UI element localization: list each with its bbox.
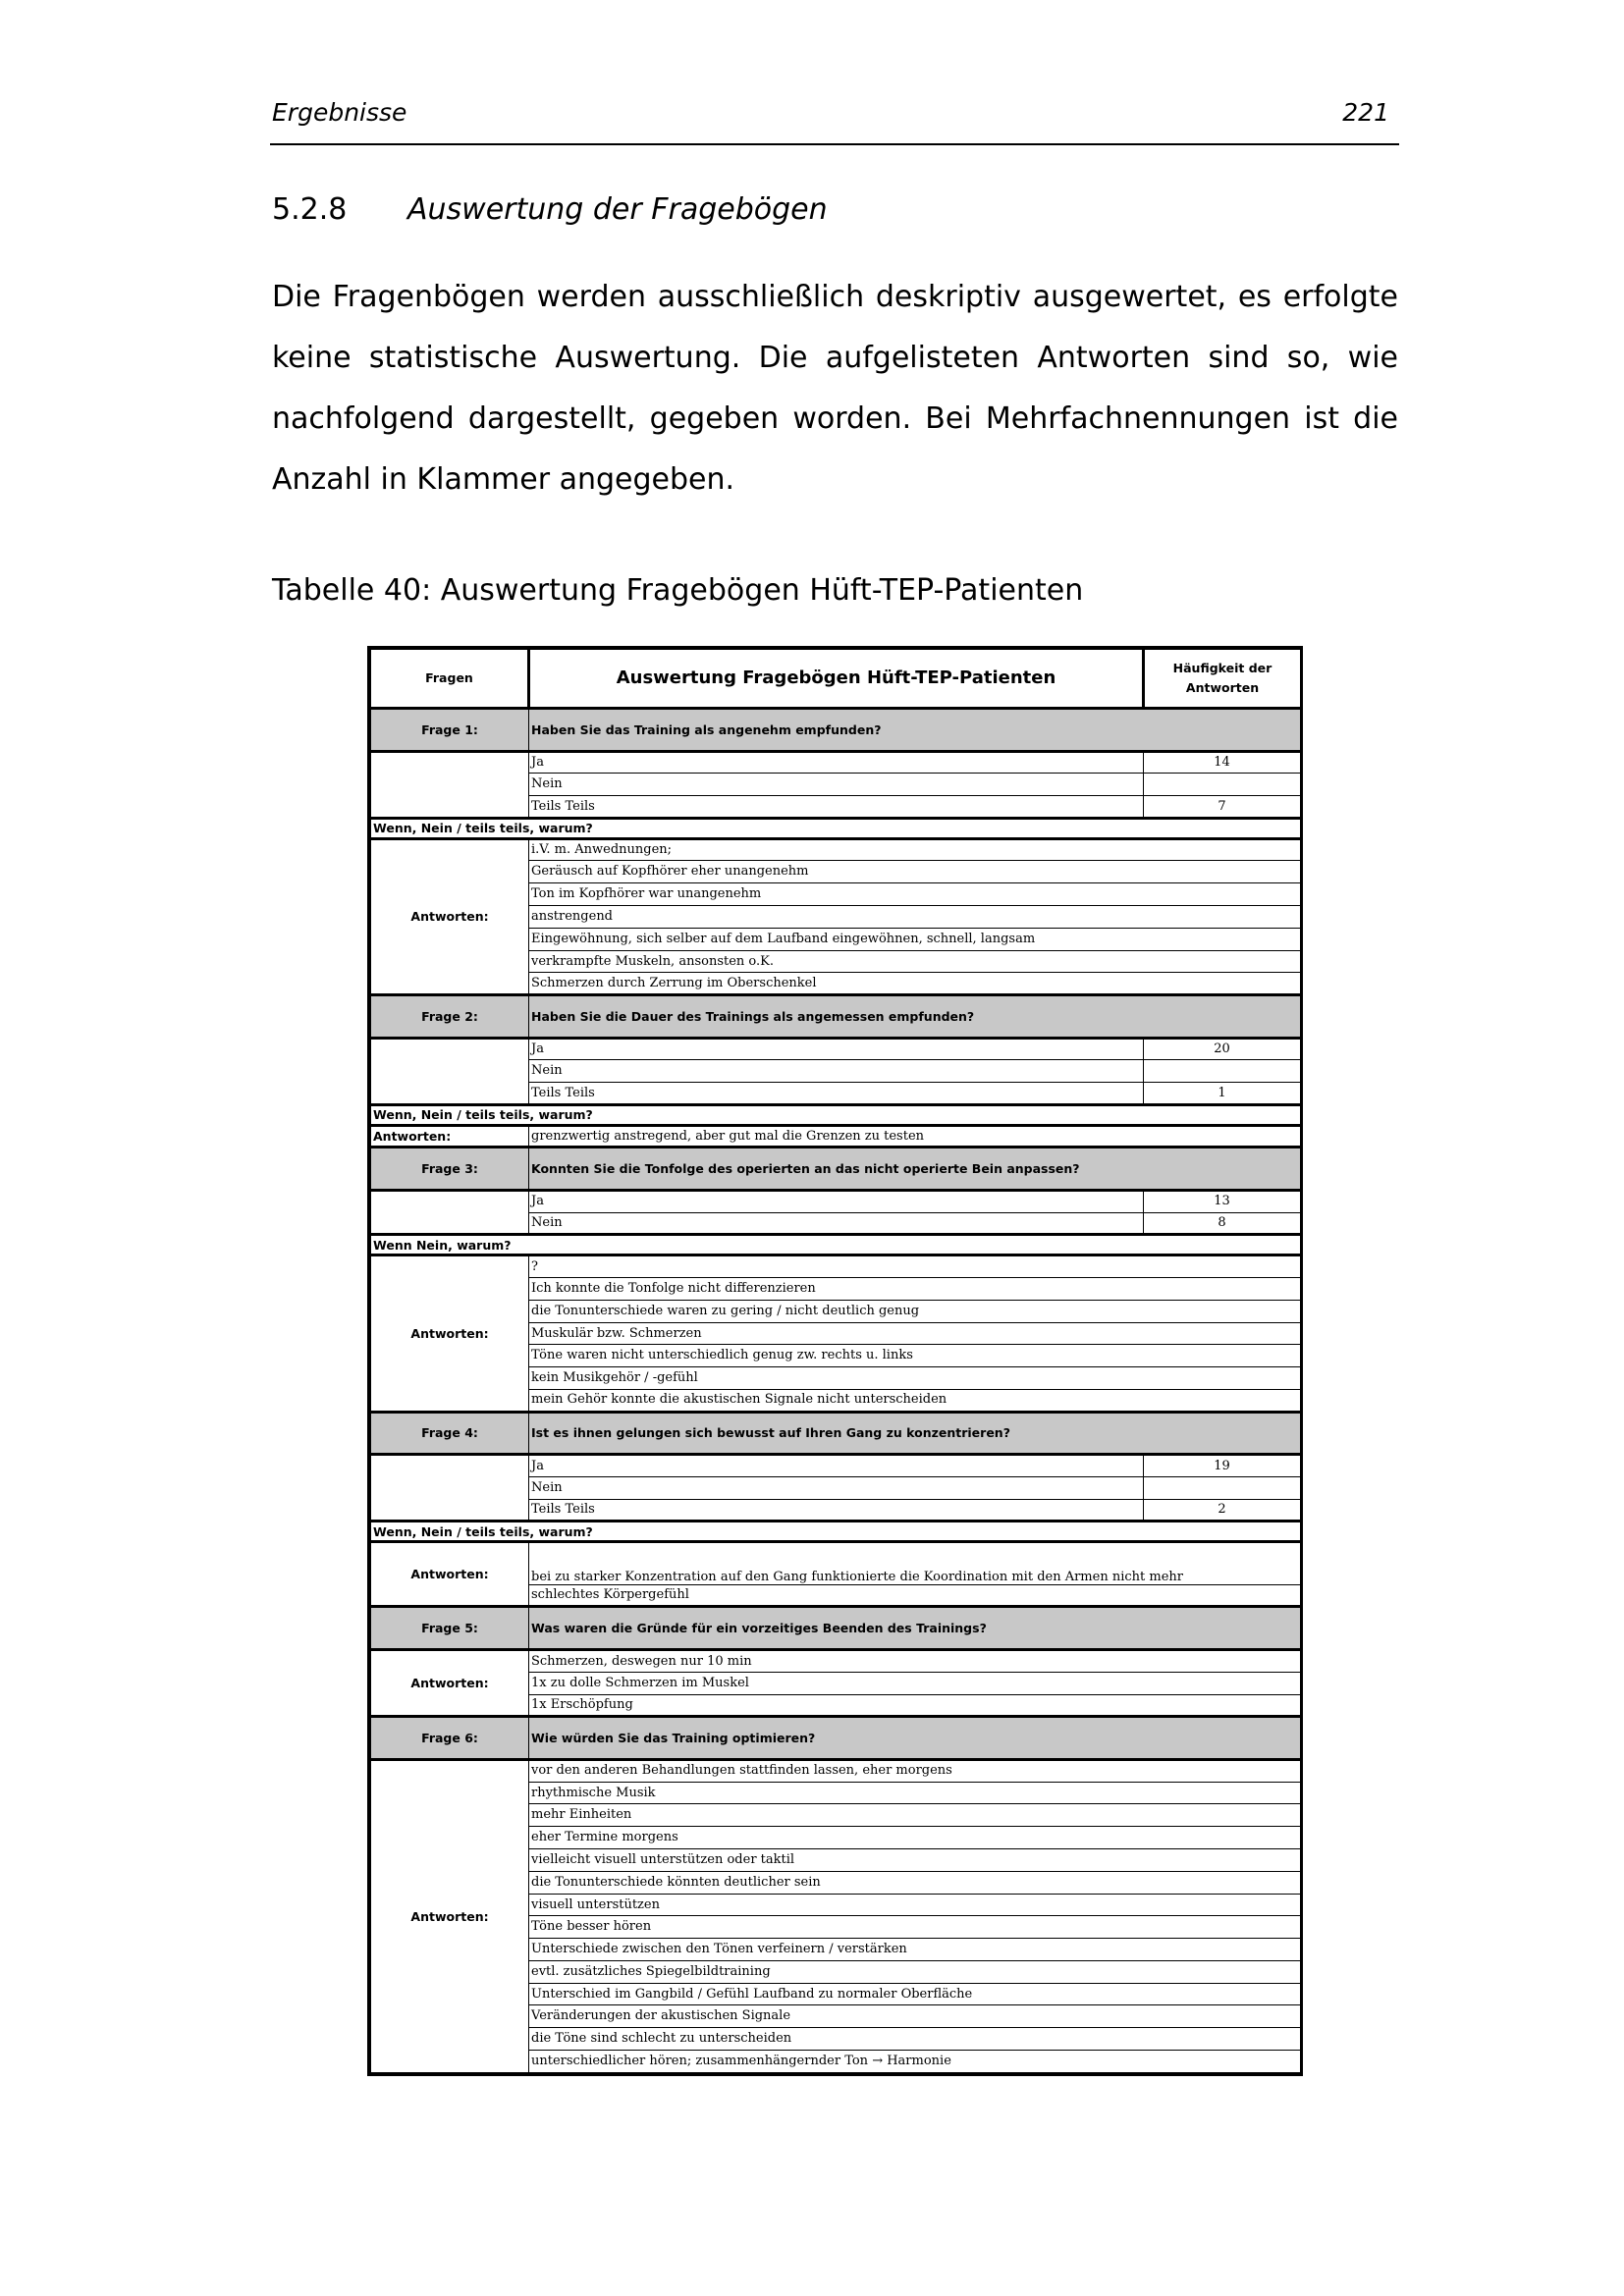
question-row <box>371 1717 1301 1760</box>
answer-text: bei zu starker Konzentration auf den Gang funktionierte die Koordination mit den Armen nicht mehr <box>529 1542 1301 1585</box>
empty-cell <box>371 1038 529 1104</box>
section-title: Auswertung der Fragebögen <box>407 192 828 227</box>
answer-text: Schmerzen durch Zerrung im Oberschenkel <box>529 973 1301 995</box>
question-row <box>371 1148 1301 1191</box>
question-row <box>371 709 1301 752</box>
question-text: Wie würden Sie das Training optimieren? <box>529 1717 1301 1760</box>
section-heading <box>272 192 828 227</box>
option-row <box>371 1455 1301 1477</box>
answer-text: vielleicht visuell unterstützen oder taktil <box>529 1848 1301 1871</box>
questionnaire-grid <box>370 649 1301 2073</box>
followup-row <box>371 1235 1301 1255</box>
answers-label: Antworten: <box>371 1255 529 1412</box>
answer-text: anstrengend <box>529 905 1301 928</box>
answer-text: 1x Erschöpfung <box>529 1694 1301 1717</box>
answer-row <box>371 1542 1301 1585</box>
answer-text: eher Termine morgens <box>529 1827 1301 1849</box>
answer-text: i.V. m. Anwednungen; <box>529 838 1301 861</box>
option-count <box>1144 1060 1301 1083</box>
question-row <box>371 995 1301 1039</box>
option-label: Teils Teils <box>529 1499 1144 1522</box>
table-caption: Tabelle 40: Auswertung Fragebögen Hüft-TEP-Patienten <box>272 573 1084 608</box>
answer-row <box>371 838 1301 861</box>
answer-text: Unterschied im Gangbild / Gefühl Laufband zu normaler Oberfläche <box>529 1983 1301 2005</box>
option-label: Ja <box>529 1038 1144 1060</box>
question-row <box>371 1412 1301 1455</box>
answer-text: 1x zu dolle Schmerzen im Muskel <box>529 1672 1301 1694</box>
question-label: Frage 2: <box>371 995 529 1039</box>
chapter-title: Ergebnisse <box>272 98 407 127</box>
option-label: Ja <box>529 1455 1144 1477</box>
answer-text: kein Musikgehör / -gefühl <box>529 1367 1301 1390</box>
answers-label: Antworten: <box>371 838 529 994</box>
answer-text: visuell unterstützen <box>529 1894 1301 1916</box>
option-count: 13 <box>1144 1190 1301 1212</box>
table-header-row <box>371 650 1301 709</box>
followup-question: Wenn Nein, warum? <box>371 1235 1301 1255</box>
option-count: 20 <box>1144 1038 1301 1060</box>
option-count <box>1144 1476 1301 1499</box>
body-paragraph: Die Fragenbögen werden ausschließlich deskriptiv ausgewertet, es erfolgte keine statistische Auswertung. Die aufgelisteten Antworten sind so, wie nachfolgend dargestellt, gegeben worden. Bei Mehrfachnennungen ist die Anzahl in Klammer angegeben. <box>272 280 1398 497</box>
answer-text: vor den anderen Behandlungen stattfinden lassen, eher morgens <box>529 1759 1301 1782</box>
answer-text: Unterschiede zwischen den Tönen verfeinern / verstärken <box>529 1939 1301 1961</box>
col-header-frequency: Häufigkeit der Antworten <box>1144 650 1301 709</box>
option-label: Teils Teils <box>529 796 1144 819</box>
answer-text: unterschiedlicher hören; zusammenhängernder Ton → Harmonie <box>529 2050 1301 2072</box>
question-text: Was waren die Gründe für ein vorzeitiges Beenden des Trainings? <box>529 1607 1301 1650</box>
question-label: Frage 3: <box>371 1148 529 1191</box>
answer-text: Eingewöhnung, sich selber auf dem Laufband eingewöhnen, schnell, langsam <box>529 928 1301 950</box>
answer-text: die Tonunterschiede waren zu gering / nicht deutlich genug <box>529 1300 1301 1322</box>
question-label: Frage 5: <box>371 1607 529 1650</box>
empty-cell <box>371 1190 529 1235</box>
question-text: Haben Sie das Training als angenehm empfunden? <box>529 709 1301 752</box>
option-count: 7 <box>1144 796 1301 819</box>
question-text: Ist es ihnen gelungen sich bewusst auf Ihren Gang zu konzentrieren? <box>529 1412 1301 1455</box>
option-count: 19 <box>1144 1455 1301 1477</box>
option-label: Nein <box>529 1212 1144 1235</box>
question-text: Konnten Sie die Tonfolge des operierten an das nicht operierte Bein anpassen? <box>529 1148 1301 1191</box>
option-count: 14 <box>1144 751 1301 774</box>
answer-text: rhythmische Musik <box>529 1782 1301 1804</box>
answer-text: Veränderungen der akustischen Signale <box>529 2005 1301 2028</box>
answer-text: die Töne sind schlecht zu unterscheiden <box>529 2028 1301 2051</box>
followup-question: Wenn, Nein / teils teils, warum? <box>371 1522 1301 1542</box>
answer-text: die Tonunterschiede könnten deutlicher sein <box>529 1871 1301 1894</box>
answer-row <box>371 1759 1301 1782</box>
followup-row <box>371 1104 1301 1125</box>
option-label: Nein <box>529 1060 1144 1083</box>
answer-row <box>371 1255 1301 1278</box>
question-row <box>371 1607 1301 1650</box>
option-row <box>371 1038 1301 1060</box>
answer-text: mein Gehör konnte die akustischen Signale nicht unterscheiden <box>529 1389 1301 1412</box>
question-label: Frage 1: <box>371 709 529 752</box>
option-label: Nein <box>529 774 1144 796</box>
answers-label: Antworten: <box>371 1542 529 1607</box>
option-row <box>371 1190 1301 1212</box>
empty-cell <box>371 751 529 818</box>
answer-text: mehr Einheiten <box>529 1804 1301 1827</box>
answer-text: Muskulär bzw. Schmerzen <box>529 1322 1301 1345</box>
answer-row <box>371 1649 1301 1672</box>
answer-text: verkrampfte Muskeln, ansonsten o.K. <box>529 950 1301 973</box>
answers-label: Antworten: <box>371 1125 529 1148</box>
option-label: Ja <box>529 1190 1144 1212</box>
question-label: Frage 6: <box>371 1717 529 1760</box>
col-header-fragen: Fragen <box>371 650 529 709</box>
page-number: 221 <box>1342 98 1389 127</box>
running-header <box>270 98 1399 145</box>
followup-question: Wenn, Nein / teils teils, warum? <box>371 818 1301 838</box>
question-text: Haben Sie die Dauer des Trainings als angemessen empfunden? <box>529 995 1301 1039</box>
col-header-title: Auswertung Fragebögen Hüft-TEP-Patienten <box>529 650 1144 709</box>
answer-text: Schmerzen, deswegen nur 10 min <box>529 1649 1301 1672</box>
answers-label: Antworten: <box>371 1649 529 1716</box>
followup-row <box>371 818 1301 838</box>
question-label: Frage 4: <box>371 1412 529 1455</box>
answer-text: evtl. zusätzliches Spiegelbildtraining <box>529 1960 1301 1983</box>
answer-text: ? <box>529 1255 1301 1278</box>
option-count: 2 <box>1144 1499 1301 1522</box>
answer-text: Geräusch auf Kopfhörer eher unangenehm <box>529 861 1301 883</box>
section-number: 5.2.8 <box>272 192 348 227</box>
answers-label: Antworten: <box>371 1759 529 2072</box>
questionnaire-table <box>367 646 1303 2076</box>
answer-text: Ton im Kopfhörer war unangenehm <box>529 883 1301 906</box>
followup-row <box>371 1522 1301 1542</box>
option-row <box>371 751 1301 774</box>
followup-question: Wenn, Nein / teils teils, warum? <box>371 1104 1301 1125</box>
option-label: Nein <box>529 1476 1144 1499</box>
option-label: Teils Teils <box>529 1083 1144 1105</box>
answer-text: schlechtes Körpergefühl <box>529 1584 1301 1607</box>
option-count <box>1144 774 1301 796</box>
empty-cell <box>371 1455 529 1522</box>
answer-text: Ich konnte die Tonfolge nicht differenzieren <box>529 1277 1301 1300</box>
answer-text: grenzwertig anstregend, aber gut mal die Grenzen zu testen <box>529 1125 1301 1148</box>
option-count: 1 <box>1144 1083 1301 1105</box>
answer-row <box>371 1125 1301 1148</box>
option-count: 8 <box>1144 1212 1301 1235</box>
option-label: Ja <box>529 751 1144 774</box>
answer-text: Töne waren nicht unterschiedlich genug zw. rechts u. links <box>529 1345 1301 1367</box>
answer-text: Töne besser hören <box>529 1916 1301 1939</box>
